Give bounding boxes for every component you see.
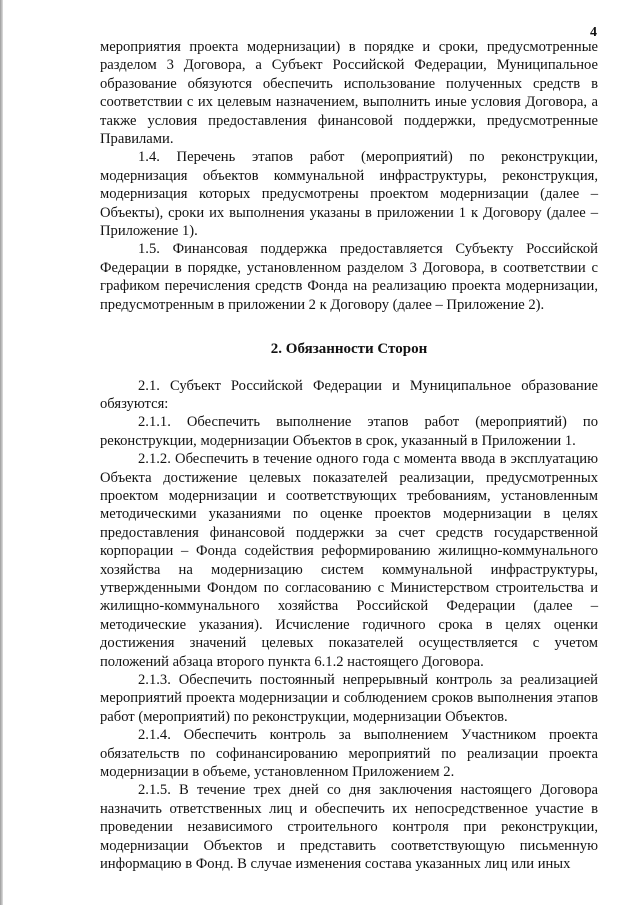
paragraph-2-1-2: 2.1.2. Обеспечить в течение одного года с момента ввода в эксплуатацию Объекта достижение целевых показателей реализации, предусмотренных проектом модернизации и соответствующих требованиям, установленным методическими указаниями по оценке проектов модернизации в целях предоставления финансовой поддержки за счет средств государственной корпорации – Фонда содействия реформированию жилищно-коммунального хозяйства на модернизацию систем коммунальной инфраструктуры, утвержденными Фондом по согласованию с Министерством строительства и жилищно-коммунального хозяйства Российской Федерации (далее – методические указания). Исчисление годичного срока в целях оценки достижения значений целевых показателей осуществляется с учетом положений абзаца второго пункта 6.1.2 настоящего Договора. [100, 451, 598, 670]
scan-edge [0, 0, 3, 905]
document-body [100, 38, 598, 873]
paragraph-1-4: 1.4. Перечень этапов работ (мероприятий) по реконструкции, модернизация объектов коммунальной инфраструктуры, реконструкция, модернизация которых предусмотрены проектом модернизации (далее – Объекты), сроки их выполнения указаны в приложении 1 к Договору (далее – Приложение 1). [100, 149, 598, 240]
section-heading: 2. Обязанности Сторон [270, 341, 428, 358]
paragraph-2-1-3: 2.1.3. Обеспечить постоянный непрерывный контроль за реализацией мероприятий проекта модернизации и соблюдением сроков выполнения этапов работ (мероприятий) по реконструкции, модернизации Объектов. [100, 672, 598, 725]
paragraph-continuation: мероприятия проекта модернизации) в порядке и сроки, предусмотренные разделом 3 Договора, а Субъект Российской Федерации, Муниципальное образование обязуются обеспечить использование полученных средств в соответствии с их целевым назначением, выполнить иные условия Договора, а также условия предоставления финансовой поддержки, предусмотренные Правилами. [100, 39, 598, 148]
paragraph-2-1-5: 2.1.5. В течение трех дней со дня заключения настоящего Договора назначить ответственных лиц и обеспечить их непосредственное участие в проведении независимого строительного контроля при реконструкции, модернизации Объектов и представить соответствующую письменную информацию в Фонд. В случае изменения состава указанных лиц или иных [100, 782, 598, 873]
paragraph-2-1-4: 2.1.4. Обеспечить контроль за выполнением Участником проекта обязательств по софинансированию мероприятий по реализации проекта модернизации в объеме, установленном Приложением 2. [100, 727, 598, 781]
paragraph-1-5: 1.5. Финансовая поддержка предоставляется Субъекту Российской Федерации в порядке, установленном разделом 3 Договора, в соответствии с графиком перечисления средств Фонда на реализацию проекта модернизации, предусмотренным в приложении 2 к Договору (далее – Приложение 2). [100, 241, 598, 313]
page-number: 4 [590, 25, 597, 40]
paragraph-2-1: 2.1. Субъект Российской Федерации и Муниципальное образование обязуются: [100, 377, 598, 412]
paragraph-2-1-1: 2.1.1. Обеспечить выполнение этапов работ (мероприятий) по реконструкции, модернизации Объектов в срок, указанный в Приложении 1. [100, 414, 598, 449]
